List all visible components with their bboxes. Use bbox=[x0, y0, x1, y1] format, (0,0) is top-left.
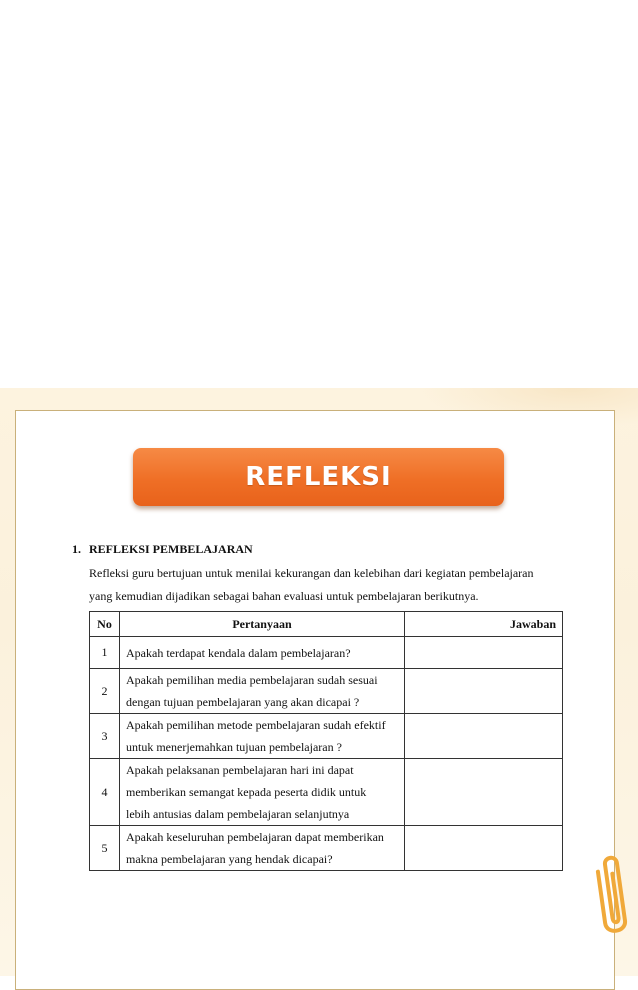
row-question bbox=[120, 714, 405, 759]
reflection-section bbox=[72, 540, 572, 608]
section-heading bbox=[72, 540, 572, 558]
question-line: Apakah keseluruhan pembelajaran dapat memberikan bbox=[126, 830, 384, 844]
header-answer: Jawaban bbox=[405, 612, 563, 637]
reflection-table bbox=[89, 611, 563, 871]
question-line: untuk menerjemahkan tujuan pembelajaran ? bbox=[126, 740, 342, 754]
answer-cell[interactable] bbox=[405, 669, 563, 714]
question-line: memberikan semangat kepada peserta didik untuk bbox=[126, 785, 367, 799]
answer-cell[interactable] bbox=[405, 714, 563, 759]
reflection-banner bbox=[133, 448, 504, 506]
row-question bbox=[120, 669, 405, 714]
question-line: Apakah pemilihan metode pembelajaran sudah efektif bbox=[126, 718, 386, 732]
question-line: Apakah terdapat kendala dalam pembelajaran? bbox=[126, 645, 351, 660]
question-line: dengan tujuan pembelajaran yang akan dicapai ? bbox=[126, 695, 360, 709]
table-row bbox=[90, 759, 563, 826]
banner-title: REFLEKSI bbox=[245, 462, 392, 492]
question-line: Apakah pelaksanan pembelajaran hari ini dapat bbox=[126, 763, 354, 777]
table-row bbox=[90, 669, 563, 714]
row-number: 4 bbox=[90, 759, 120, 826]
table-header-row bbox=[90, 612, 563, 637]
table-row bbox=[90, 826, 563, 871]
row-question bbox=[120, 637, 405, 669]
question-line: makna pembelajaran yang hendak dicapai? bbox=[126, 852, 333, 866]
description-line: Refleksi guru bertujuan untuk menilai kekurangan dan kelebihan dari kegiatan pembelajaran bbox=[89, 566, 534, 580]
section-heading-text: REFLEKSI PEMBELAJARAN bbox=[89, 542, 253, 556]
answer-cell[interactable] bbox=[405, 826, 563, 871]
row-question bbox=[120, 826, 405, 871]
row-number: 1 bbox=[90, 637, 120, 669]
header-no: No bbox=[90, 612, 120, 637]
section-number: 1. bbox=[72, 542, 81, 556]
row-number: 2 bbox=[90, 669, 120, 714]
question-line: lebih antusias dalam pembelajaran selanjutnya bbox=[126, 807, 350, 821]
description-line: yang kemudian dijadikan sebagai bahan evaluasi untuk pembelajaran berikutnya. bbox=[89, 589, 479, 603]
header-question: Pertanyaan bbox=[120, 612, 405, 637]
paperclip-icon bbox=[588, 852, 636, 948]
row-number: 3 bbox=[90, 714, 120, 759]
table-row bbox=[90, 637, 563, 669]
question-line: Apakah pemilihan media pembelajaran sudah sesuai bbox=[126, 673, 378, 687]
row-question bbox=[120, 759, 405, 826]
section-description bbox=[89, 562, 572, 608]
answer-cell[interactable] bbox=[405, 637, 563, 669]
paperclip-outline bbox=[596, 857, 626, 932]
answer-cell[interactable] bbox=[405, 759, 563, 826]
row-number: 5 bbox=[90, 826, 120, 871]
table-row bbox=[90, 714, 563, 759]
